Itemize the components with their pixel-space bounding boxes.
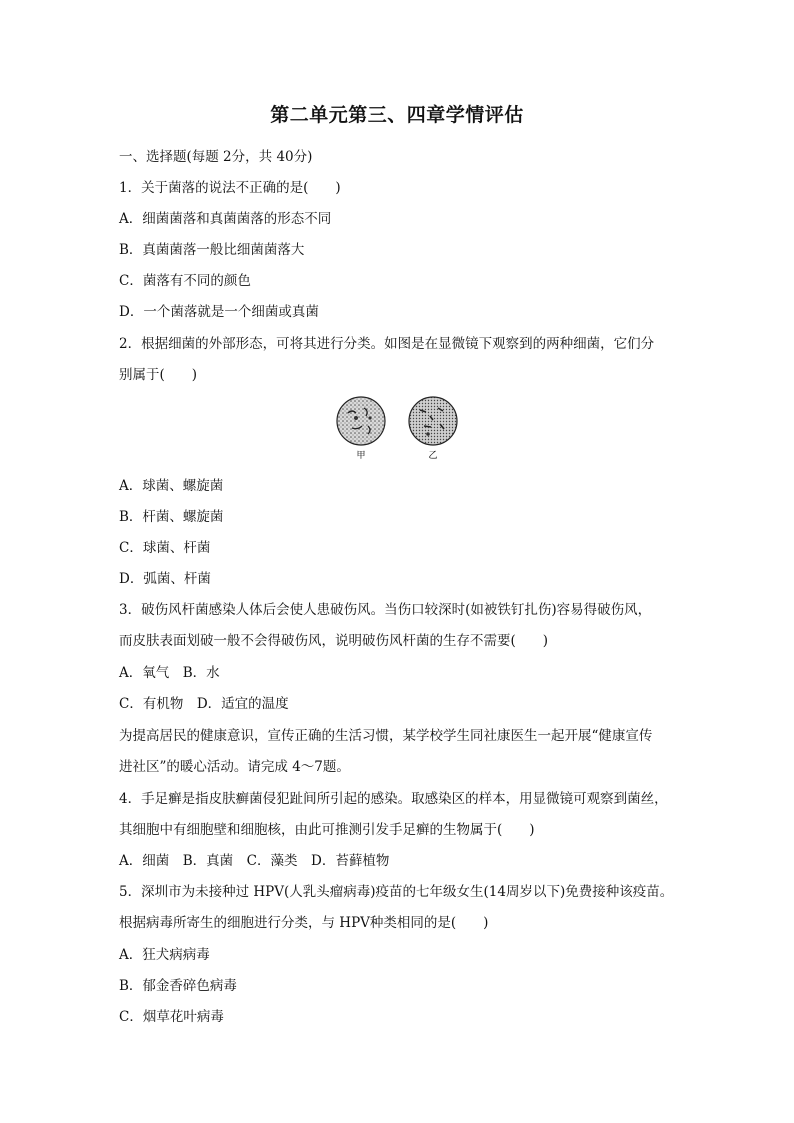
q3-stem-line1: 3．破伤风杆菌感染人体后会使人患破伤风。当伤口较深时(如被铁钉扎伤)容易得破伤风， — [119, 602, 652, 618]
q5-stem-line1: 5．深圳市为未接种过 HPV(人乳头瘤病毒)疫苗的七年级女生(14周岁以下)免费接种该疫苗。 — [119, 884, 674, 900]
q5-stem-line2: 根据病毒所寄生的细胞进行分类，与 HPV种类相同的是( ) — [119, 915, 489, 931]
q4-stem-line1: 4．手足癣是指皮肤癣菌侵犯趾间所引起的感染。取感染区的样本，用显微镜可观察到菌丝， — [119, 791, 668, 807]
section-heading: 一、选择题(每题 2分，共 40分) — [119, 149, 313, 165]
bacteria-left-image — [337, 397, 385, 445]
q5-option-a: A．狂犬病病毒 — [119, 947, 210, 963]
q1-option-c: C．菌落有不同的颜色 — [119, 273, 251, 289]
q3-stem-line2: 而皮肤表面划破一般不会得破伤风，说明破伤风杆菌的生存不需要( ) — [119, 633, 549, 649]
q2-stem-line2: 别属于( ) — [119, 367, 198, 383]
q5-option-b: B．郁金香碎色病毒 — [119, 978, 237, 994]
q2-option-b: B．杆菌、螺旋菌 — [119, 509, 224, 525]
q3-options-cd: C．有机物 D．适宜的温度 — [119, 696, 289, 712]
q1-option-b: B．真菌菌落一般比细菌菌落大 — [119, 242, 305, 258]
q1-option-d: D．一个菌落就是一个细菌或真菌 — [119, 304, 319, 320]
intro-line1: 为提高居民的健康意识，宣传正确的生活习惯，某学校学生同社康医生一起开展“健康宣传 — [119, 728, 653, 744]
figure-label-left: 甲 — [356, 451, 366, 461]
page-title: 第二单元第三、四章学情评估 — [270, 104, 524, 126]
q2-option-a: A．球菌、螺旋菌 — [119, 478, 224, 494]
q3-options-ab: A．氧气 B．水 — [119, 665, 220, 681]
figure-label-right: 乙 — [428, 451, 438, 461]
q1-stem: 1．关于菌落的说法不正确的是( ) — [119, 180, 341, 196]
bacteria-right-image — [409, 397, 457, 445]
intro-line2: 进社区”的暖心活动。请完成 4～7题。 — [119, 759, 350, 775]
q1-option-a: A．细菌菌落和真菌菌落的形态不同 — [119, 211, 332, 227]
bacteria-figure — [334, 396, 464, 462]
q2-stem-line1: 2．根据细菌的外部形态，可将其进行分类。如图是在显微镜下观察到的两种细菌，它们分 — [119, 336, 655, 352]
q2-option-d: D．弧菌、杆菌 — [119, 571, 211, 587]
q2-option-c: C．球菌、杆菌 — [119, 540, 211, 556]
q4-stem-line2: 其细胞中有细胞壁和细胞核，由此可推测引发手足癣的生物属于( ) — [119, 822, 535, 838]
q4-options: A．细菌 B．真菌 C．藻类 D．苔藓植物 — [119, 853, 390, 869]
q5-option-c: C．烟草花叶病毒 — [119, 1009, 224, 1025]
